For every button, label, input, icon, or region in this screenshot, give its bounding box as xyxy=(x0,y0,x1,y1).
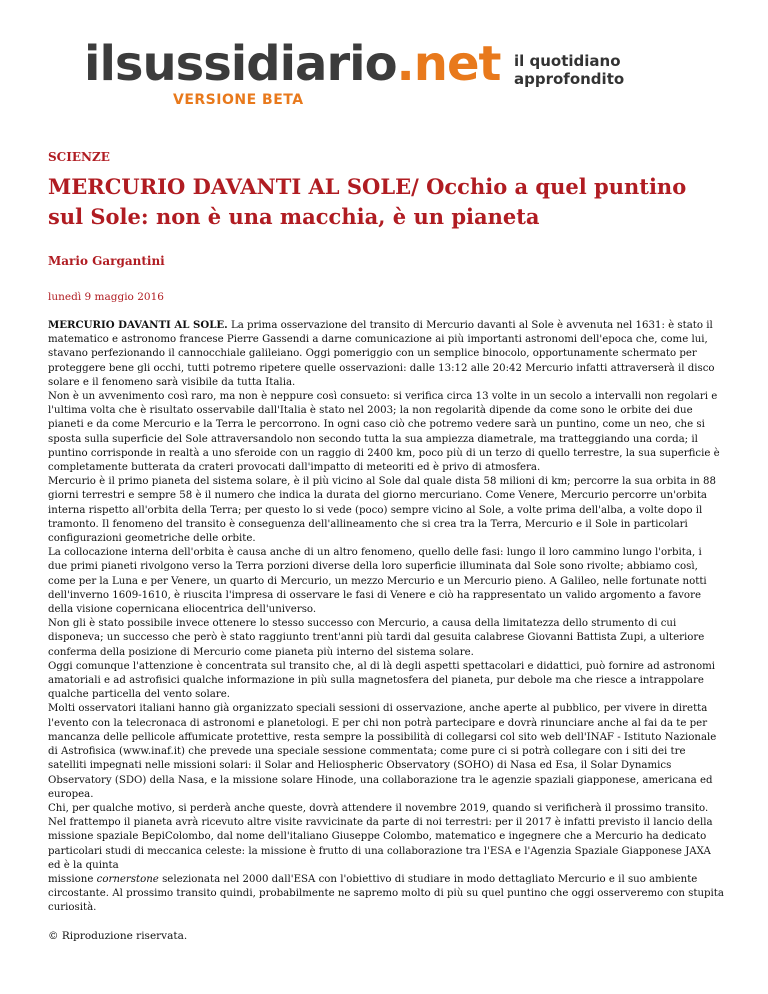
copyright-notice: © Riproduzione riservata. xyxy=(48,930,188,942)
article-author: Mario Gargantini xyxy=(48,254,165,268)
section-label: SCIENZE xyxy=(48,150,110,164)
paragraph-text: selezionata nel 2000 dall'ESA con l'obiettivo di studiare in modo dettagliato Mercurio e il suo ambiente circostante. Al prossimo transito quindi, probabilmente ne sapremo molto di più su quel puntino che oggi osserveremo con stupita curiosità. xyxy=(48,873,724,914)
article-paragraph: La collocazione interna dell'orbita è causa anche di un altro fenomeno, quello delle fasi: lungo il loro cammino lungo l'orbita, i due primi pianeti rivolgono verso la Terra porzioni diverse della loro superficie illuminata dal Sole sono rivolte; abbiamo così, come per la Luna e per Venere, un quarto di Mercurio, un mezzo Mercurio e un Mercurio pieno. A Galileo, nelle fortunate notti dell'inverno 1609-1610, è riuscita l'impresa di osservare le fasi di Venere e ciò ha rappresentato un valido argomento a favore della visione copernicana eliocentrica dell'universo. xyxy=(48,547,707,616)
tagline-line-2: approfondito xyxy=(514,70,625,88)
tagline-line-1: il quotidiano xyxy=(514,52,621,70)
article-paragraph xyxy=(48,873,724,916)
article-paragraph: Mercurio è il primo pianeta del sistema solare, è il più vicino al Sole dal quale dista 58 milioni di km; percorre la sua orbita in 88 giorni terrestri e sempre 58 è il numero che indica la durata del giorno mercuriano. Come Venere, Mercurio percorre un'orbita interna rispetto all'orbita della Terra; per questo lo si vede (poco) sempre vicino al Sole, a volte prima dell'alba, a volte dopo il tramonto. Il fenomeno del transito è conseguenza dell'allineamento che si crea tra la Terra, Mercurio e il Sole in particolari configurazioni geometriche delle orbite. xyxy=(48,476,716,545)
site-logo[interactable] xyxy=(84,36,500,92)
logo-tagline xyxy=(514,52,644,88)
article-paragraph: Non è un avvenimento così raro, ma non è neppure così consueto: si verifica circa 13 volte in un secolo a intervalli non regolari e l'ultima volta che è risultato osservabile dall'Italia è stato nel 2003; la non regolarità dipende da come sono le orbite dei due pianeti e da come Mercurio e la Terra le percorrono. In ogni caso ciò che potremo vedere sarà un puntino, come un neo, che si sposta sulla superficie del Sole attraversandolo non secondo tutta la sua ampiezza diametrale, ma tratteggiando una corda; il puntino corrisponde in realtà a uno sferoide con un raggio di 2400 km, poco più di un terzo di quello terrestre, la sua superficie è completamente butterata da crateri provocati dall'impatto di meteoriti ed è privo di atmosfera. xyxy=(48,391,720,474)
article-body xyxy=(48,318,724,916)
paragraph-text: missione xyxy=(48,873,97,885)
article-paragraph: Chi, per qualche motivo, si perderà anche queste, dovrà attendere il novembre 2019, quando si verificherà il prossimo transito. Nel frattempo il pianeta avrà ricevuto altre visite ravvicinate da parte di noi terrestri: per il 2017 è infatti previsto il lancio della missione spaziale BepiColombo, dal nome dell'italiano Giuseppe Colombo, matematico e ingegnere che a Mercurio ha dedicato particolari studi di meccanica celeste: la missione è frutto di una collaborazione tra l'ESA e l'Agenzia Spaziale Giapponese JAXA ed è la quinta xyxy=(48,802,713,871)
logo-text: ilsussidiario xyxy=(84,36,397,92)
article-paragraph xyxy=(48,318,724,390)
article-lead: MERCURIO DAVANTI AL SOLE. xyxy=(48,319,228,331)
logo-beta-label: VERSIONE BETA xyxy=(173,92,304,108)
emphasis-text: cornerstone xyxy=(96,873,159,885)
article-paragraph: Molti osservatori italiani hanno già organizzato speciali sessioni di osservazione, anche aperte al pubblico, per vivere in diretta l'evento con la telecronaca di astronomi e planetologi. E per chi non potrà partecipare e dovrà rinunciare anche al fai da te per mancanza delle pellicole affumicate protettive, resta sempre la possibilità di collegarsi col sito web dell'INAF - Istituto Nazionale di Astrofisica (www.inaf.it) che prevede una speciale sessione commentata; come pure ci si potrà collegare con i siti dei tre satelliti impegnati nelle missioni solari: il Solar and Heliospheric Observatory (SOHO) di Nasa ed Esa, il Solar Dynamics Observatory (SDO) della Nasa, e la missione solare Hinode, una collaborazione tra le agenzie spaziali giapponese, americana ed europea. xyxy=(48,703,717,800)
article-paragraph: Oggi comunque l'attenzione è concentrata sul transito che, al di là degli aspetti spettacolari e didattici, può fornire ad astronomi amatoriali e ad astrofisici qualche informazione in più sulla magnetosfera del pianeta, pur debole ma che riesce a intrappolare qualche particella del vento solare. xyxy=(48,660,716,701)
logo-dot-net: .net xyxy=(396,36,501,92)
paragraph-text: La prima osservazione del transito di Mercurio davanti al Sole è avvenuta nel 1631: è stato il matematico e astronomo francese Pierre Gassendi a darne comunicazione ai più importanti astronomi dell'epoca che, come lui, stavano perfezionando il cannocchiale galileiano. Oggi pomeriggio con un semplice binocolo, opportunamente schermato per proteggere bene gli occhi, tutti potremo ripetere quelle osservazioni: dalle 13:12 alle 20:42 Mercurio infatti attraverserà il disco solare e il fenomeno sarà visibile da tutta Italia. xyxy=(48,320,715,388)
site-header xyxy=(84,30,644,120)
article-paragraph: Non gli è stato possibile invece ottenere lo stesso successo con Mercurio, a causa della limitatezza dello strumento di cui disponeva; un successo che però è stato raggiunto trent'anni più tardi dal gesuita calabrese Giovanni Battista Zupi, a ulteriore conferma della posizione di Mercurio come pianeta più interno del sistema solare. xyxy=(48,618,705,658)
article-date: lunedì 9 maggio 2016 xyxy=(48,291,164,303)
article-title: MERCURIO DAVANTI AL SOLE/ Occhio a quel puntino sul Sole: non è una macchia, è un pianeta xyxy=(48,174,687,229)
